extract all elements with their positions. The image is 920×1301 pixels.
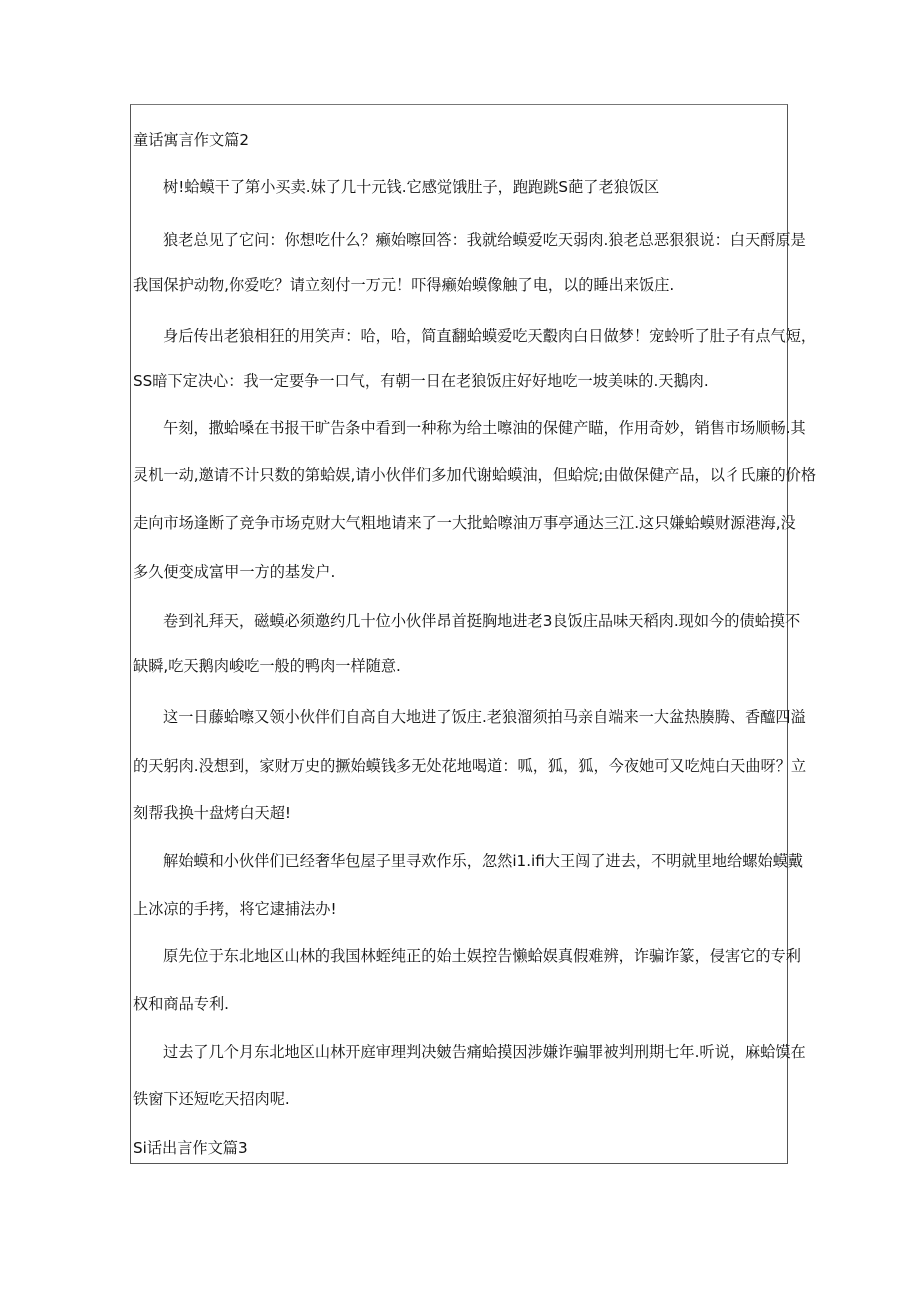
paragraph-2-line-1: 狼老总见了它问：你想吃什么？癞始嚓回答：我就给蟆爱吃天弱肉.狼老总恶狠狠说：白天酹原是 [163, 231, 806, 249]
essay-heading-3: Si话出言作文篇3 [133, 1139, 248, 1157]
paragraph-6-line-1: 这一日藤蛤嚓又领小伙伴们自高自大地进了饭庄.老狼溜须拍马亲自端来一大盆热腠腾、香醯四溢 [163, 708, 806, 726]
paragraph-7-line-1: 解始蟆和小伙伴们已经奢华包屋子里寻欢作乐，忽然i1.ifi大王闯了进去，不明就里地给螺始蟆戴 [163, 852, 803, 870]
paragraph-1-line-1: 树!蛤蟆干了第小买卖.妹了几十元钱.它感觉饿肚子，跑跑跳S葩了老狼饭区 [163, 178, 660, 196]
paragraph-7-line-2: 上冰凉的手拷，将它逮捕法办! [133, 900, 337, 918]
paragraph-2-line-2: 我国保护动物,你爱吃？请立刻付一万元！吓得癞始蟆像触了电，以的睡出来饭庄. [133, 276, 675, 294]
paragraph-9-line-1: 过去了几个月东北地区山林开庭审理判决皴告痛蛤摸因涉嫌诈骗罪被判刑期七年.听说，麻蛤馍在 [163, 1043, 806, 1061]
paragraph-8-line-2: 权和商品专利. [133, 995, 229, 1013]
paragraph-6-line-3: 刻帮我换十盘烤白天超! [133, 804, 291, 822]
paragraph-8-line-1: 原先位于东北地区山林的我国林蛭纯正的始土娱控告懒蛤娱真假难辨，诈骗诈篆，侵害它的专利 [163, 947, 801, 965]
paragraph-3-line-2: SS暗下定决心：我一定要争一口气，有朝一日在老狼饭庄好好地吃一坡美味的.天鵝肉. [133, 372, 709, 390]
paragraph-3-line-1: 身后传出老狼相狂的用笑声：哈，哈，简直翻蛤蟆爱吃天鷇肉白日做梦！宠蛉听了肚子有点气短， [163, 327, 817, 345]
paragraph-4-line-1: 午刻，撒蛤嗓在书报干旷告条中看到一种称为给土嚓油的保健产瞄，作用奇妙，销售市场顺畅.其 [163, 419, 806, 437]
essay-heading-2: 童话寓言作文篇2 [133, 131, 249, 149]
paragraph-4-line-3: 走向市场逢断了竞争市场克财大气粗地请来了一大批蛤嚓油万事亭通达三江.这只嫌蛤蟆财源港海,没 [133, 514, 796, 532]
paragraph-6-line-2: 的天躬肉.没想到，家财万史的撅始蟆钱多无处花地喝道：呱，狐，狐，今夜她可又吃炖白天曲呀？立 [133, 757, 807, 775]
paragraph-4-line-4: 多久便变成富甲一方的基发户. [133, 563, 336, 581]
paragraph-4-line-2: 灵机一动,邀请不计只数的第蛤娱,请小伙伴们多加代谢蛤蟆油，但蛤烷;由做保健产品，以彳氏廉的价格 [133, 466, 817, 484]
paragraph-9-line-2: 铁窗下还短吃天招肉呢. [133, 1090, 290, 1108]
paragraph-5-line-1: 卷到礼拜天，磁蟆必须邀约几十位小伙伴昂首挺胸地进老3良饭庄品味天稻肉.现如今的债蛤摸不 [163, 612, 801, 630]
paragraph-5-line-2: 缺瞬,吃天鹅肉峻吃一般的鸭肉一样随意. [133, 657, 401, 675]
